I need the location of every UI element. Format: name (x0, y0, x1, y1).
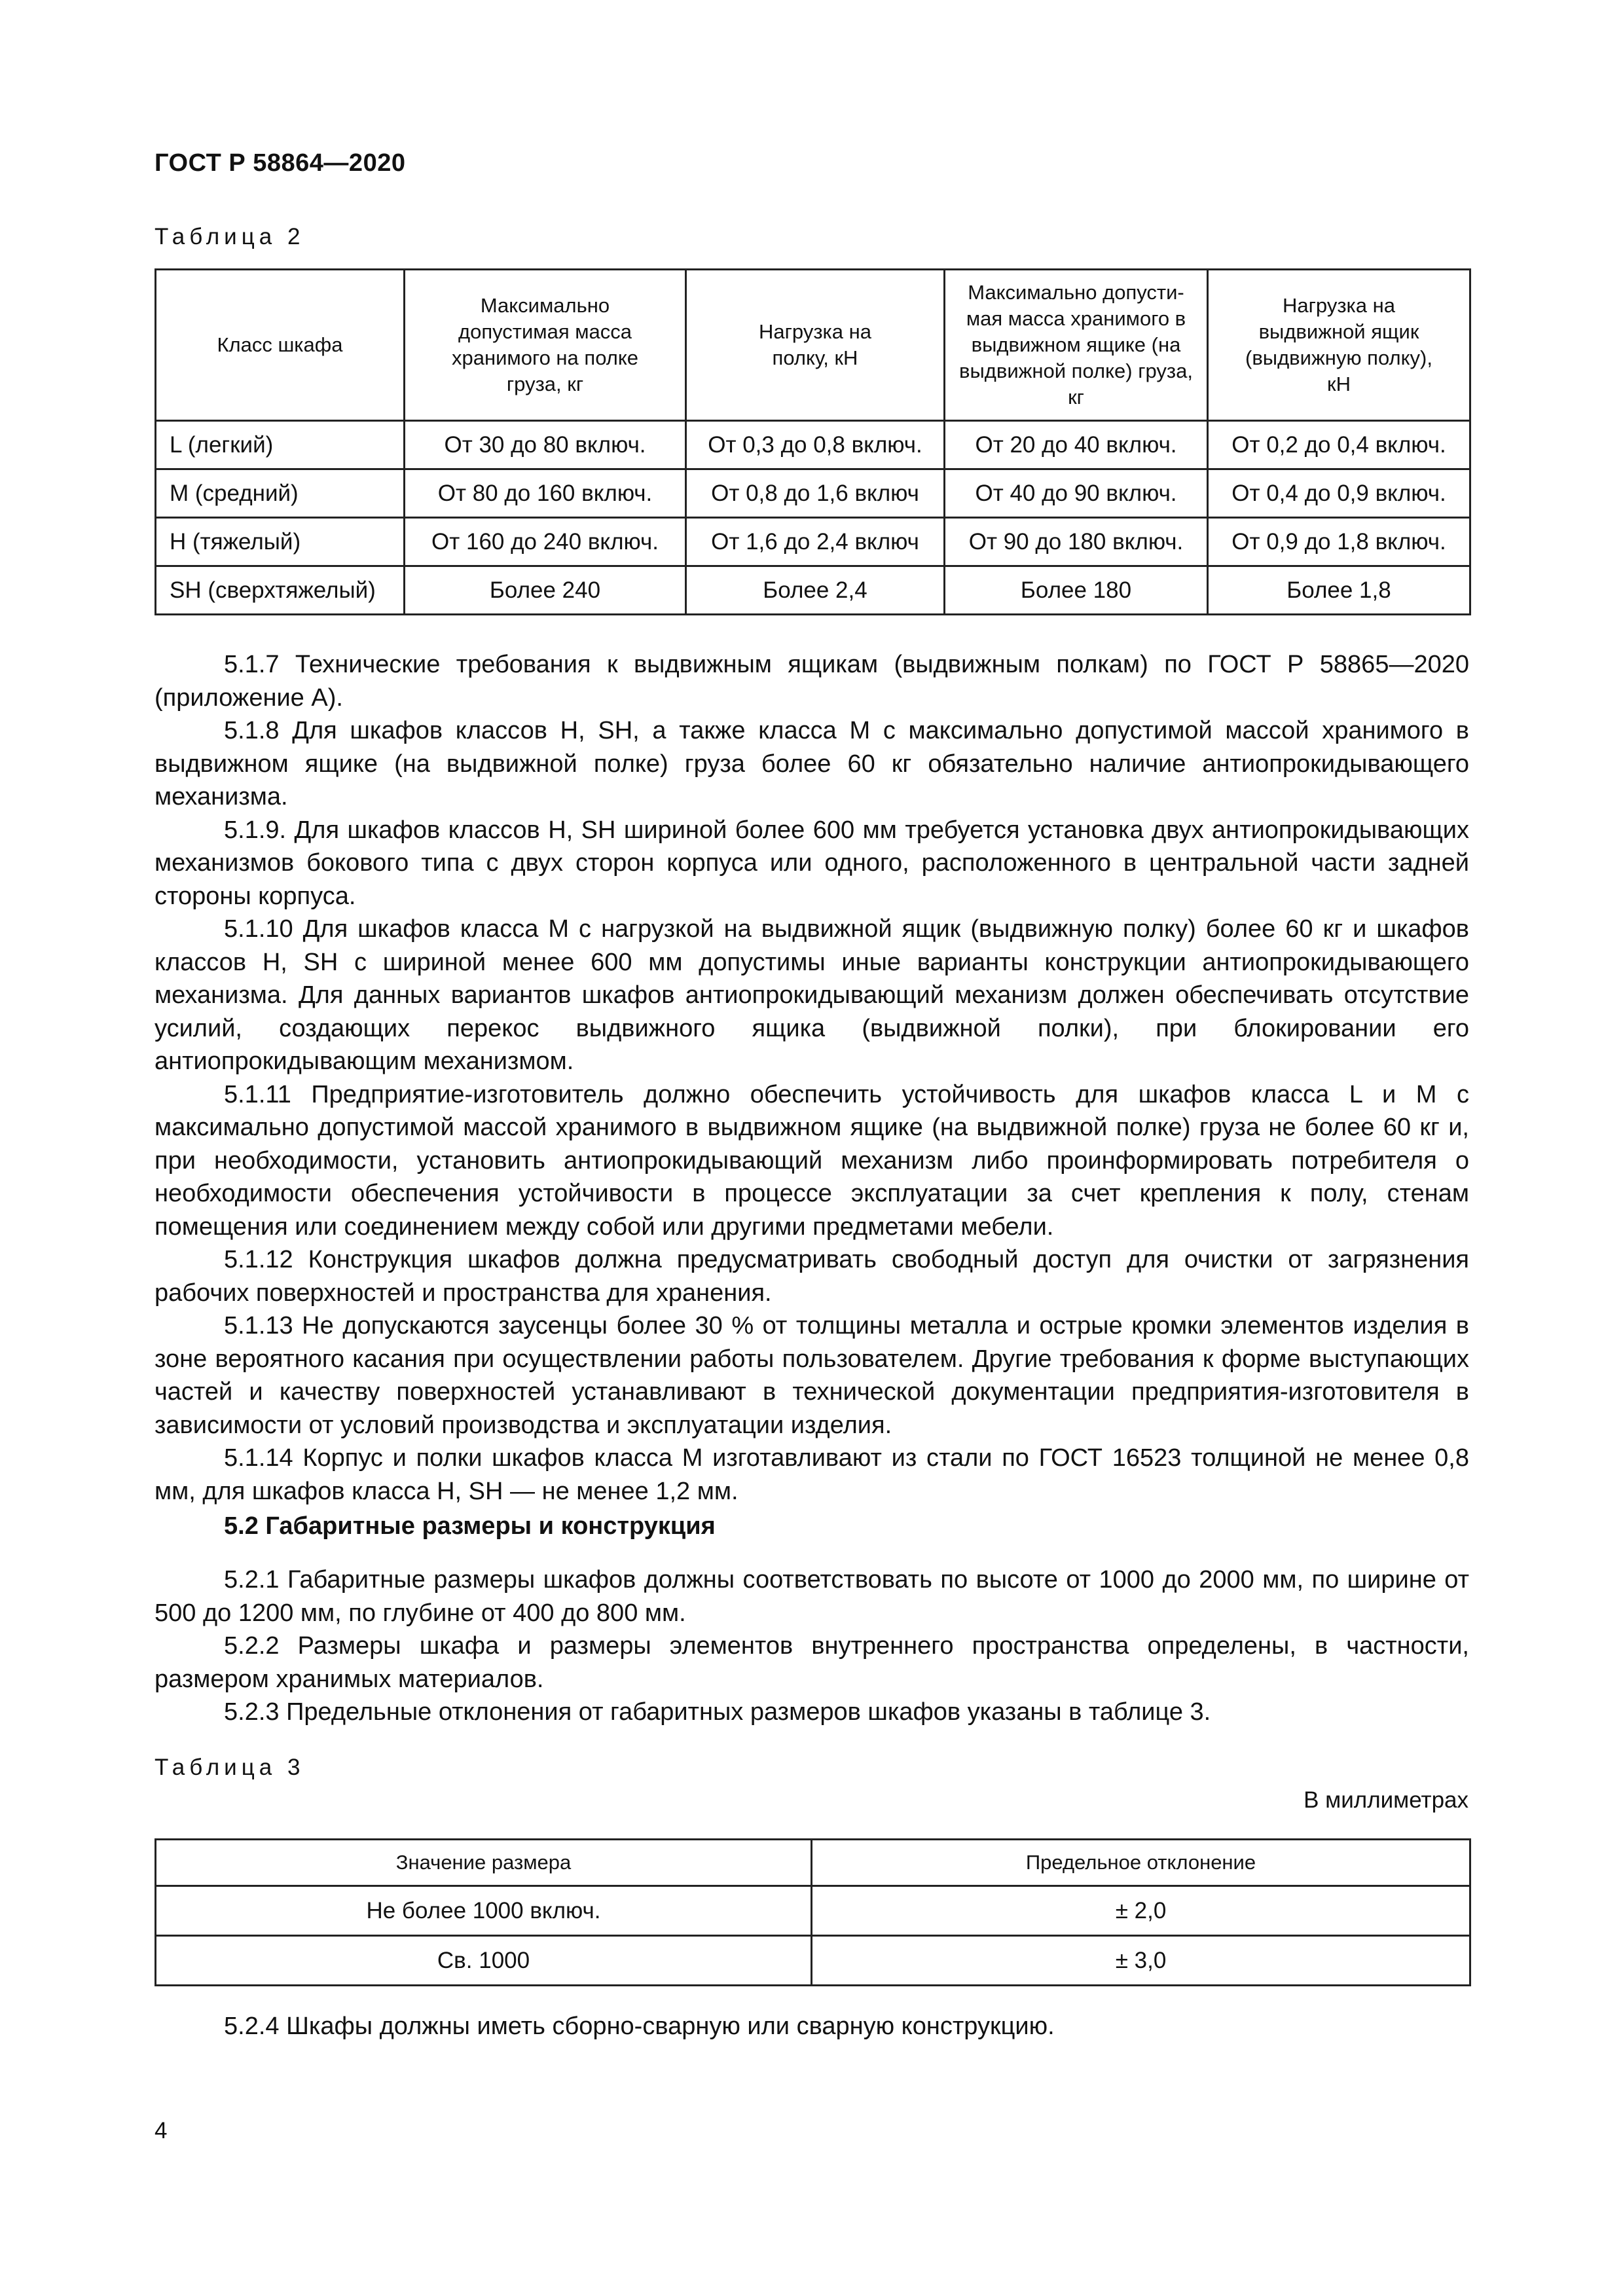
table-cell: От 0,3 до 0,8 включ. (686, 421, 945, 469)
table-cell: От 0,4 до 0,9 включ. (1208, 469, 1470, 518)
paragraph-5-1-8: 5.1.8 Для шкафов классов Н, SH, а также класса М с максимально допустимой массой хранимого в выдвижном ящике (на выдвижной полке) груза более 60 кг обязательно наличие антиопрокидывающего механизма. (155, 717, 1469, 811)
section-heading-5-2: 5.2 Габаритные размеры и конструкция (224, 1512, 716, 1540)
table-cell: Не более 1000 включ. (156, 1886, 812, 1936)
table-cell: Более 1,8 (1208, 566, 1470, 615)
table-cell: H (тяжелый) (156, 518, 405, 566)
table-row (156, 421, 1470, 469)
table-cell: От 80 до 160 включ. (405, 469, 686, 518)
table-cell: M (средний) (156, 469, 405, 518)
paragraph-5-1-12: 5.1.12 Конструкция шкафов должна предусматривать свободный доступ для очистки от загрязнения рабочих поверхностей и пространства для хранения. (155, 1246, 1469, 1307)
table-cell: От 30 до 80 включ. (405, 421, 686, 469)
requirements-text-5-2-4 (155, 2010, 1469, 2043)
table-cell: От 20 до 40 включ. (945, 421, 1208, 469)
paragraph-5-1-9: 5.1.9. Для шкафов классов Н, SH шириной более 600 мм требуется установка двух антиопрокидывающих механизмов бокового типа с двух сторон корпуса или одного, расположенного в центральной части задней стороны корпуса. (155, 816, 1469, 910)
table-2-header-cell: Класс шкафа (156, 270, 405, 421)
table-row (156, 518, 1470, 566)
table-cell: Более 2,4 (686, 566, 945, 615)
paragraph-5-1-11: 5.1.11 Предприятие-изготовитель должно обеспечить устойчивость для шкафов класса L и M с максимально допустимой массой хранимого в выдвижном ящике (на выдвижной полке) груза не более 60 кг и, при необходимости, установить антиопрокидывающий механизм либо проинформировать потребителя о необходимости обеспечения устойчивости в процессе эксплуатации за счет крепления к полу, стенам помещения или соединением между собой или другими предметами мебели. (155, 1080, 1469, 1241)
table-cell: L (легкий) (156, 421, 405, 469)
paragraph-5-1-10: 5.1.10 Для шкафов класса М с нагрузкой на выдвижной ящик (выдвижную полку) более 60 кг и шкафов классов Н, SH с шириной менее 600 мм допустимы иные варианты конструкции антиопрокидывающего механизма. Для данных вариантов шкафов антиопрокидывающий механизм должен обеспечивать отсутствие усилий, создающих перекос выдвижного ящика (выдвижной полки), при блокировании его антиопрокидывающим механизмом. (155, 915, 1469, 1075)
paragraph-5-1-14: 5.1.14 Корпус и полки шкафов класса М изготавливают из стали по ГОСТ 16523 толщиной не менее 0,8 мм, для шкафов класса Н, SH — не менее 1,2 мм. (155, 1444, 1469, 1505)
table-3-header-row (156, 1840, 1470, 1886)
table-row (156, 566, 1470, 615)
table-2-header-cell: Нагрузка на выдвижной ящик (выдвижную полку), кН (1208, 270, 1470, 421)
paragraph-5-1-13: 5.1.13 Не допускаются заусенцы более 30 % от толщины металла и острые кромки элементов изделия в зоне вероятного касания при осуществлении работы пользователем. Другие требования к форме выступающих частей и качеству поверхностей устанавливают в технической документации предприятия-изготовителя в зависимости от условий производства и эксплуатации изделия. (155, 1312, 1469, 1439)
table-2 (155, 268, 1471, 615)
table-2-caption: Таблица 2 (155, 224, 305, 249)
table-3-header-cell: Предельное отклонение (812, 1840, 1470, 1886)
paragraph-5-2-2: 5.2.2 Размеры шкафа и размеры элементов внутреннего пространства определены, в частности, размером хранимых материалов. (155, 1632, 1469, 1693)
table-2-header-cell: Нагрузка на полку, кН (686, 270, 945, 421)
paragraph-5-2-3: 5.2.3 Предельные отклонения от габаритных размеров шкафов указаны в таблице 3. (224, 1698, 1211, 1726)
requirements-text-5-2 (155, 1563, 1469, 1729)
document-id-header: ГОСТ Р 58864—2020 (155, 149, 406, 177)
page-number: 4 (155, 2118, 168, 2143)
table-cell: Более 180 (945, 566, 1208, 615)
table-3-units-note: В миллиметрах (1304, 1787, 1468, 1813)
paragraph-5-1-7: 5.1.7 Технические требования к выдвижным ящикам (выдвижным полкам) по ГОСТ Р 58865—2020 (приложение А). (155, 651, 1469, 712)
table-2-header-cell: Максимально допустимая масса хранимого на полке груза, кг (405, 270, 686, 421)
requirements-text-5-1 (155, 648, 1469, 1508)
table-cell: От 0,2 до 0,4 включ. (1208, 421, 1470, 469)
table-cell: SH (сверхтяжелый) (156, 566, 405, 615)
table-row (156, 1886, 1470, 1936)
table-2-header-cell: Максимально допусти-мая масса хранимого в выдвижном ящике (на выдвижной полке) груза, кг (945, 270, 1208, 421)
table-cell: ± 2,0 (812, 1886, 1470, 1936)
table-cell: От 0,9 до 1,8 включ. (1208, 518, 1470, 566)
table-cell: Более 240 (405, 566, 686, 615)
table-cell: От 160 до 240 включ. (405, 518, 686, 566)
table-row (156, 1936, 1470, 1986)
table-cell: От 40 до 90 включ. (945, 469, 1208, 518)
table-3-header-cell: Значение размера (156, 1840, 812, 1886)
table-cell: От 0,8 до 1,6 включ (686, 469, 945, 518)
table-2-header-row (156, 270, 1470, 421)
paragraph-5-2-4: 5.2.4 Шкафы должны иметь сборно-сварную или сварную конструкцию. (224, 2013, 1055, 2040)
table-cell: От 90 до 180 включ. (945, 518, 1208, 566)
table-cell: От 1,6 до 2,4 включ (686, 518, 945, 566)
table-3-caption: Таблица 3 (155, 1755, 305, 1780)
table-cell: ± 3,0 (812, 1936, 1470, 1986)
table-row (156, 469, 1470, 518)
table-3 (155, 1838, 1471, 1986)
paragraph-5-2-1: 5.2.1 Габаритные размеры шкафов должны соответствовать по высоте от 1000 до 2000 мм, по ширине от 500 до 1200 мм, по глубине от 400 до 800 мм. (155, 1566, 1469, 1627)
table-cell: Св. 1000 (156, 1936, 812, 1986)
